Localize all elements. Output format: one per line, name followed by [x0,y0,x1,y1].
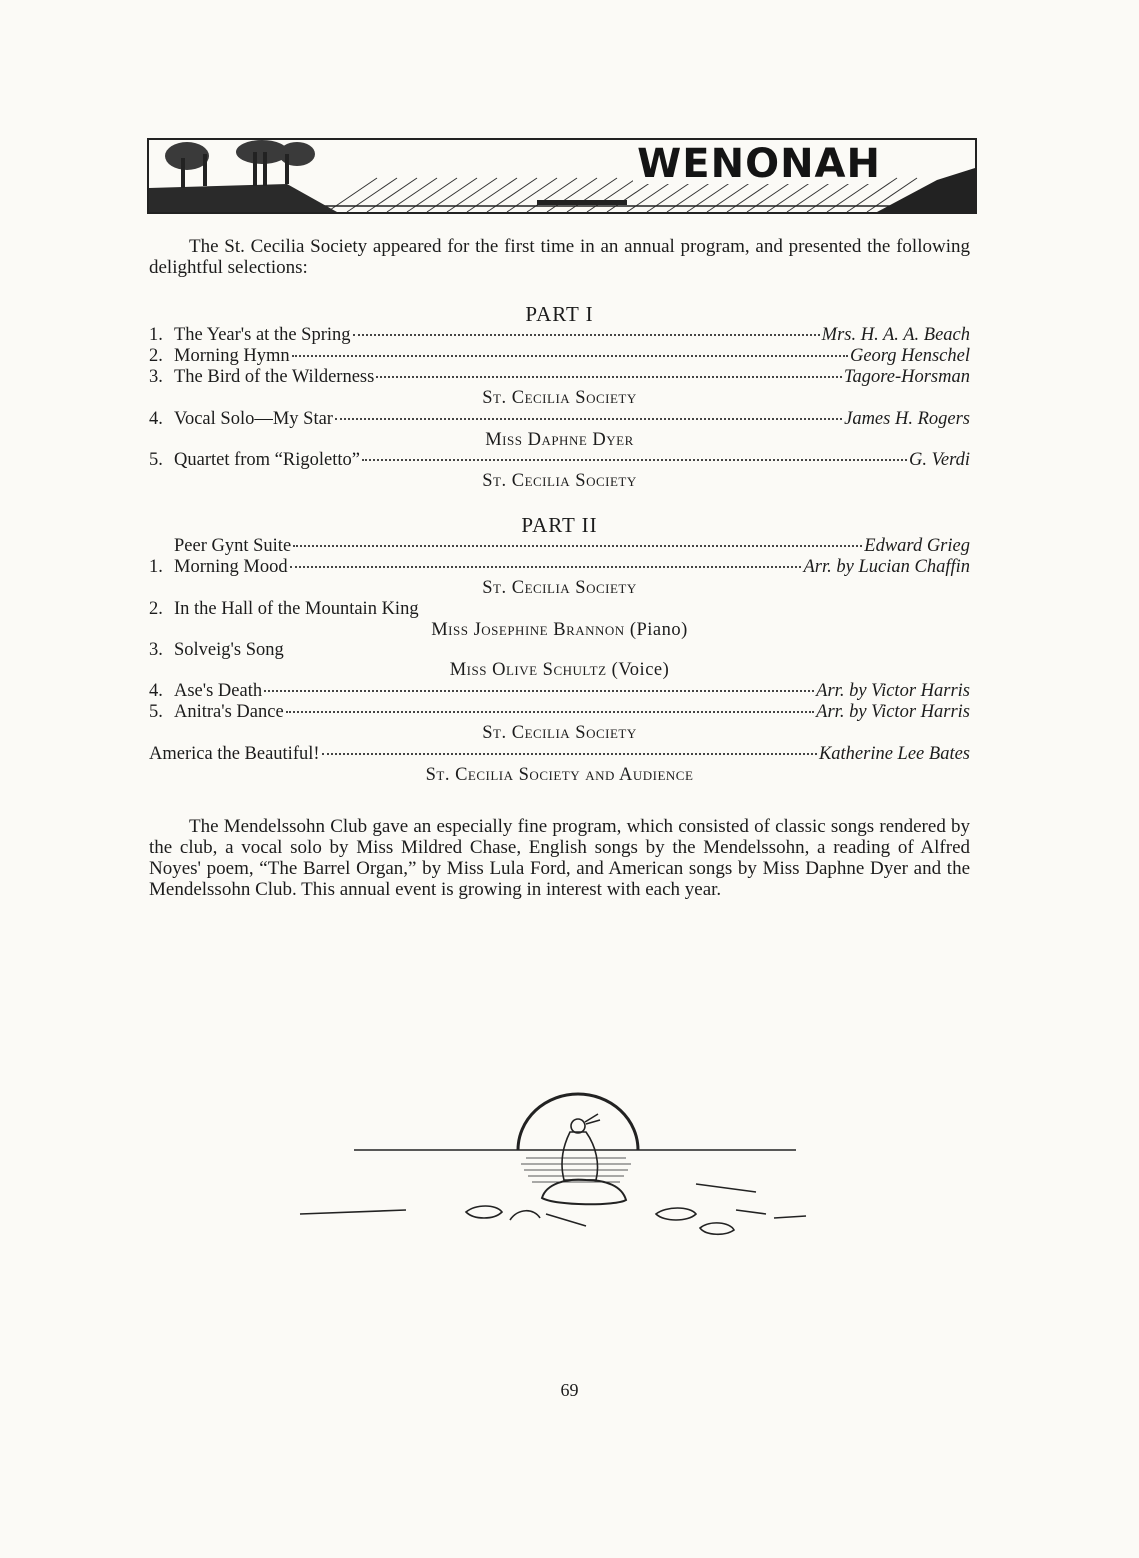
item-number: 2. [149,346,163,366]
vignette-drawing [296,1088,816,1258]
item-number: 4. [149,409,163,429]
item-number: 5. [149,702,163,722]
item-number: 1. [149,325,163,345]
part-2-heading: PART II [521,513,598,537]
item-composer: Mrs. H. A. A. Beach [821,325,970,345]
dot-leader [362,459,907,461]
performer-line: Miss Daphne Dyer [485,430,634,450]
item-composer: Arr. by Lucian Chaffin [803,557,970,577]
intro-paragraph: The St. Cecilia Society appeared for the first time in an annual program, and presented the following delightful selections: [149,236,970,278]
performer-line [149,660,970,681]
program-item [149,536,970,557]
item-composer: G. Verdi [909,450,970,470]
performer-line: St. Cecilia Society [482,471,637,491]
item-title: Morning Hymn [174,346,290,366]
dot-leader [286,711,815,713]
dot-leader [376,376,842,378]
dot-leader [292,355,848,357]
program-item [149,367,970,388]
dot-leader [264,690,814,692]
item-composer: Arr. by Victor Harris [816,702,970,722]
header-title: WENONAH [633,144,885,184]
part-1-heading: PART I [525,302,594,326]
item-number: 5. [149,450,163,470]
dot-leader [335,418,842,420]
item-title: Vocal Solo—My Star [174,409,333,429]
item-title: Quartet from “Rigoletto” [174,450,360,470]
performer-line: St. Cecilia Society [482,388,637,408]
item-title: Morning Mood [174,557,288,577]
item-number: 3. [149,640,163,660]
item-title: The Bird of the Wilderness [174,367,375,387]
item-composer: Tagore-Horsman [843,367,970,387]
performer-note: (Voice) [611,660,670,680]
program-item [149,557,970,578]
item-title: Ase's Death [174,681,263,701]
item-number: 1. [149,557,163,577]
program-item [149,744,970,765]
item-number: 2. [149,599,163,619]
performer-name: Miss Josephine Brannon [431,620,625,640]
header-banner [147,138,977,216]
program-item [149,409,970,430]
performer-line [149,620,970,641]
item-composer: Edward Grieg [864,536,970,556]
item-title: America the Beautiful! [149,744,320,764]
item-composer: Arr. by Victor Harris [816,681,970,701]
performer-name: Miss Olive Schultz [449,660,607,680]
dot-leader [322,753,817,755]
dot-leader [353,334,820,336]
item-composer: Georg Henschel [849,346,970,366]
program-item [149,450,970,471]
program-item [149,325,970,346]
item-number: 4. [149,681,163,701]
program-item [149,599,970,620]
program-item [149,640,970,661]
performer-note: (Piano) [629,620,688,640]
sunset-figure-illustration [296,1088,816,1258]
item-title: Solveig's Song [174,640,284,660]
item-title: The Year's at the Spring [174,325,351,345]
page-number: 69 [560,1380,579,1400]
item-title: In the Hall of the Mountain King [174,599,419,619]
item-number: 3. [149,367,163,387]
program-item [149,702,970,723]
program-item [149,346,970,367]
performer-line: St. Cecilia Society and Audience [425,765,694,785]
dot-leader [290,566,802,568]
closing-paragraph: The Mendelssohn Club gave an especially fine program, which consisted of classic songs rendered by the club, a vocal solo by Miss Mildred Chase, English songs by the Mendelssohn, a reading of Alfred Noyes' poem, “The Barrel Organ,” by Miss Lula Ford, and American songs by Miss Daphne Dyer and the Mendelssohn Club. This annual event is growing in interest with each year. [149,816,970,900]
item-title: Peer Gynt Suite [174,536,292,556]
item-title: Anitra's Dance [174,702,284,722]
performer-line: St. Cecilia Society [482,578,637,598]
dot-leader [293,545,862,547]
program-item [149,681,970,702]
item-composer: James H. Rogers [844,409,970,429]
performer-line: St. Cecilia Society [482,723,637,743]
item-composer: Katherine Lee Bates [818,744,970,764]
